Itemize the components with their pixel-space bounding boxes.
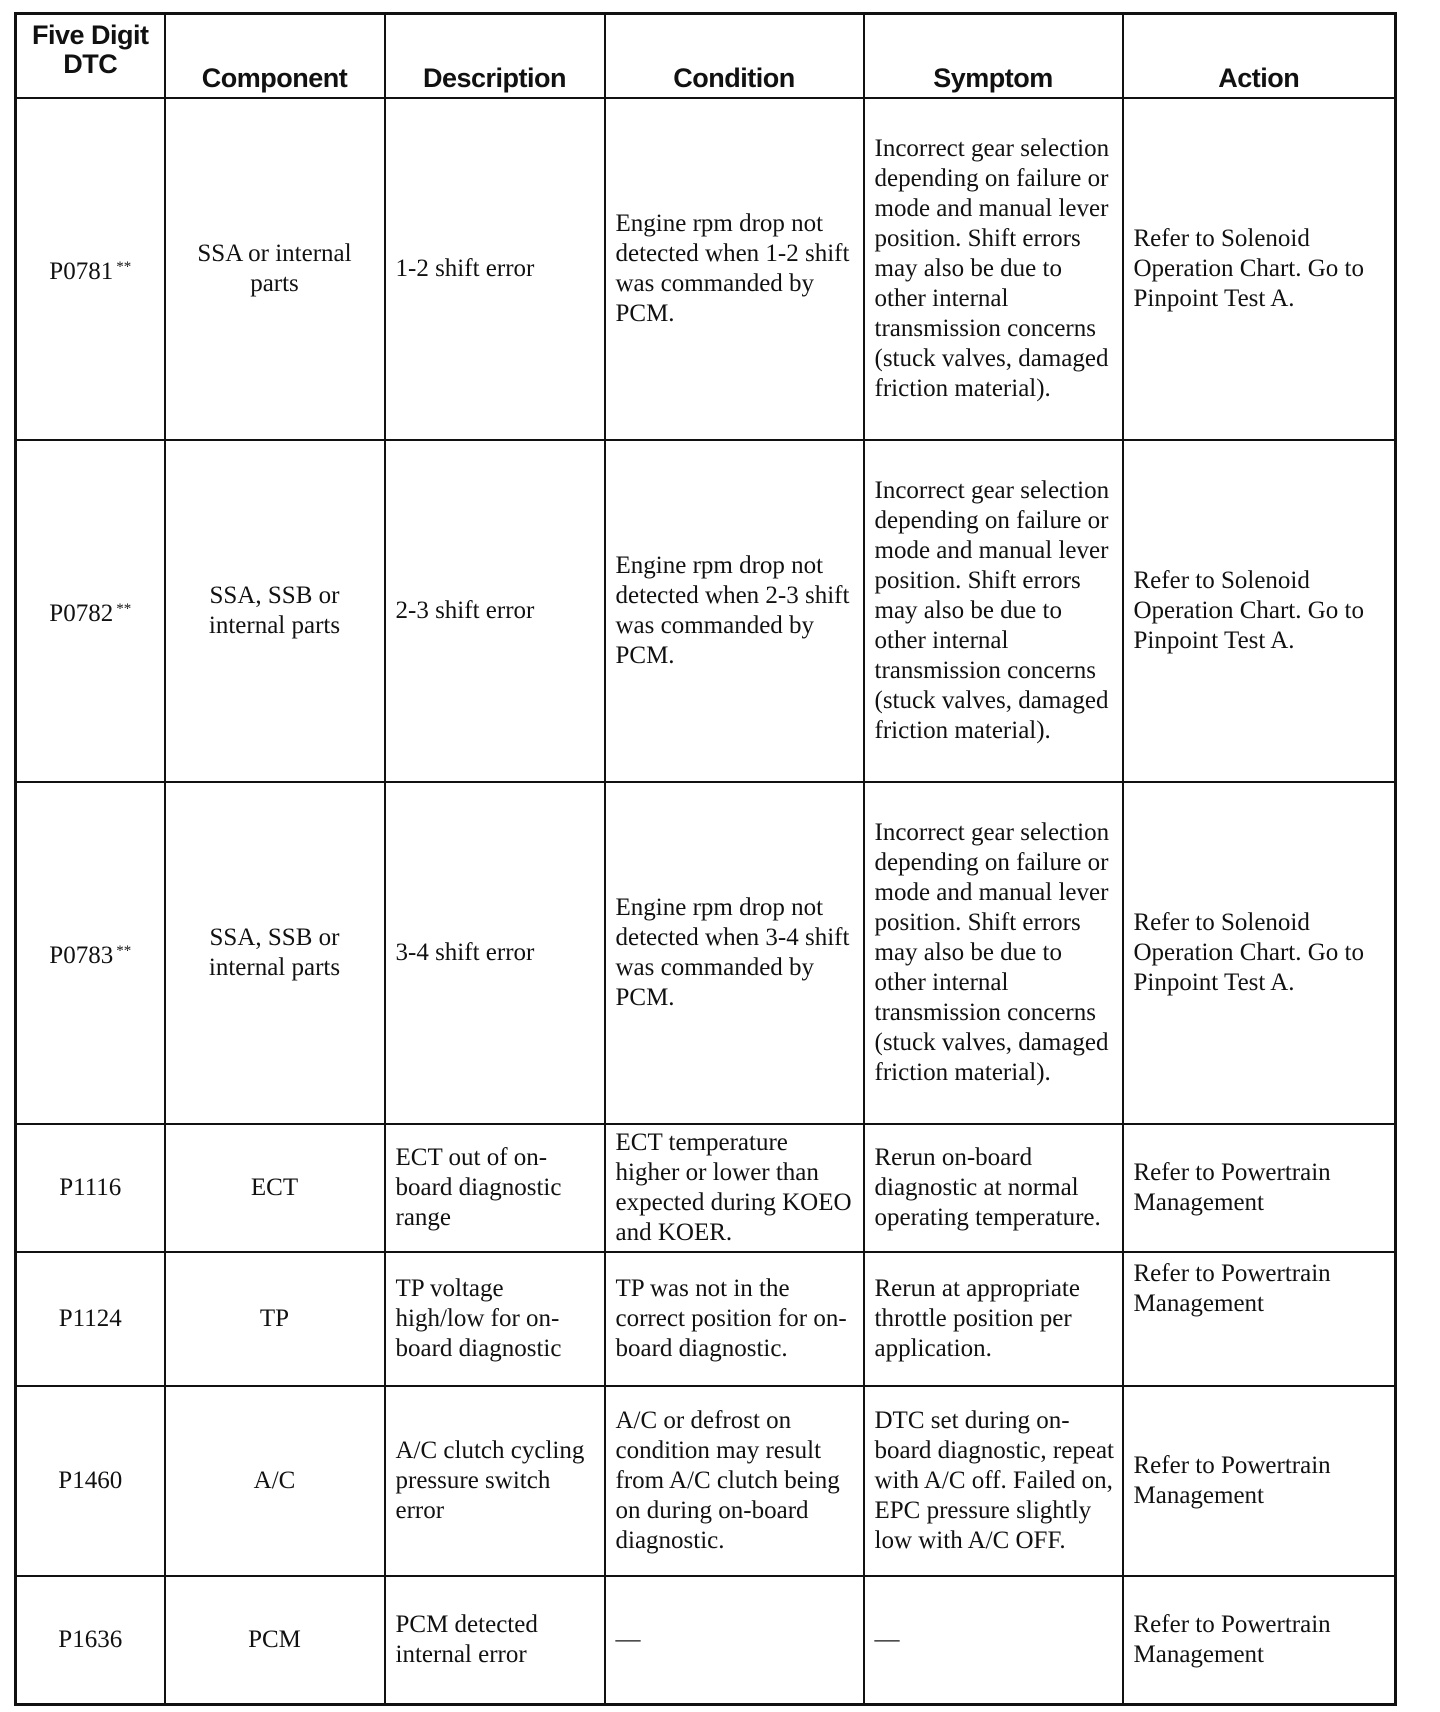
action-cell: Refer to Powertrain Management	[1123, 1386, 1396, 1576]
component-cell: TP	[165, 1252, 385, 1386]
component-cell: SSA, SSB or internal parts	[165, 440, 385, 782]
header-dtc: Five Digit DTC	[16, 14, 165, 99]
description-cell: TP voltage high/low for on-board diagnostic	[385, 1252, 605, 1386]
table-row	[16, 440, 1396, 782]
action-cell: Refer to Solenoid Operation Chart. Go to Pinpoint Test A.	[1123, 98, 1396, 440]
header-description: Description	[385, 14, 605, 99]
symptom-cell: Rerun on-board diagnostic at normal operating temperature.	[864, 1124, 1123, 1252]
dtc-code-cell	[16, 1386, 165, 1576]
condition-cell: Engine rpm drop not detected when 1-2 shift was commanded by PCM.	[605, 98, 864, 440]
condition-cell: —	[605, 1576, 864, 1705]
footnote-mark: **	[116, 258, 132, 275]
dtc-code: P0782	[49, 599, 114, 627]
table-row	[16, 782, 1396, 1124]
symptom-cell: Rerun at appropriate throttle position per application.	[864, 1252, 1123, 1386]
dtc-code: P0783	[49, 941, 114, 969]
dtc-code: P0781	[49, 257, 114, 285]
component-cell: ECT	[165, 1124, 385, 1252]
dtc-code-cell	[16, 440, 165, 782]
dtc-code-cell	[16, 782, 165, 1124]
header-action: Action	[1123, 14, 1396, 99]
table-row	[16, 98, 1396, 440]
component-cell: PCM	[165, 1576, 385, 1705]
action-cell: Refer to Solenoid Operation Chart. Go to Pinpoint Test A.	[1123, 440, 1396, 782]
table-row	[16, 1124, 1396, 1252]
condition-cell: Engine rpm drop not detected when 3-4 shift was commanded by PCM.	[605, 782, 864, 1124]
description-cell: A/C clutch cycling pressure switch error	[385, 1386, 605, 1576]
header-row	[16, 14, 1396, 99]
dtc-code: P1116	[59, 1174, 122, 1201]
dtc-table	[14, 12, 1397, 1706]
condition-cell: ECT temperature higher or lower than expected during KOEO and KOER.	[605, 1124, 864, 1252]
dtc-code: P1636	[58, 1626, 123, 1653]
header-component: Component	[165, 14, 385, 99]
description-cell: 3-4 shift error	[385, 782, 605, 1124]
dtc-code-cell	[16, 1124, 165, 1252]
action-cell: Refer to Powertrain Management	[1123, 1576, 1396, 1705]
condition-cell: Engine rpm drop not detected when 2-3 shift was commanded by PCM.	[605, 440, 864, 782]
action-cell: Refer to Powertrain Management	[1123, 1252, 1396, 1386]
component-cell: SSA, SSB or internal parts	[165, 782, 385, 1124]
description-cell: 1-2 shift error	[385, 98, 605, 440]
footnote-mark: **	[116, 600, 132, 617]
dtc-code-cell	[16, 1576, 165, 1705]
symptom-cell: Incorrect gear selection depending on failure or mode and manual lever position. Shift errors may also be due to other internal transmission concerns (stuck valves, damaged friction material).	[864, 782, 1123, 1124]
component-cell: A/C	[165, 1386, 385, 1576]
condition-cell: A/C or defrost on condition may result from A/C clutch being on during on-board diagnostic.	[605, 1386, 864, 1576]
description-cell: ECT out of on-board diagnostic range	[385, 1124, 605, 1252]
table-row	[16, 1576, 1396, 1705]
description-cell: PCM detected internal error	[385, 1576, 605, 1705]
table-row	[16, 1386, 1396, 1576]
symptom-cell: Incorrect gear selection depending on failure or mode and manual lever position. Shift errors may also be due to other internal transmission concerns (stuck valves, damaged friction material).	[864, 98, 1123, 440]
footnote-mark: **	[116, 942, 132, 959]
table-row	[16, 1252, 1396, 1386]
condition-cell: TP was not in the correct position for on-board diagnostic.	[605, 1252, 864, 1386]
dtc-code: P1460	[58, 1467, 123, 1494]
symptom-cell: Incorrect gear selection depending on failure or mode and manual lever position. Shift errors may also be due to other internal transmission concerns (stuck valves, damaged friction material).	[864, 440, 1123, 782]
action-cell: Refer to Powertrain Management	[1123, 1124, 1396, 1252]
header-condition: Condition	[605, 14, 864, 99]
header-symptom: Symptom	[864, 14, 1123, 99]
description-cell: 2-3 shift error	[385, 440, 605, 782]
symptom-cell: DTC set during on-board diagnostic, repeat with A/C off. Failed on, EPC pressure slightly low with A/C OFF.	[864, 1386, 1123, 1576]
dtc-code-cell	[16, 98, 165, 440]
dtc-code-cell	[16, 1252, 165, 1386]
dtc-code: P1124	[58, 1305, 122, 1332]
component-cell: SSA or internal parts	[165, 98, 385, 440]
symptom-cell: —	[864, 1576, 1123, 1705]
action-cell: Refer to Solenoid Operation Chart. Go to Pinpoint Test A.	[1123, 782, 1396, 1124]
